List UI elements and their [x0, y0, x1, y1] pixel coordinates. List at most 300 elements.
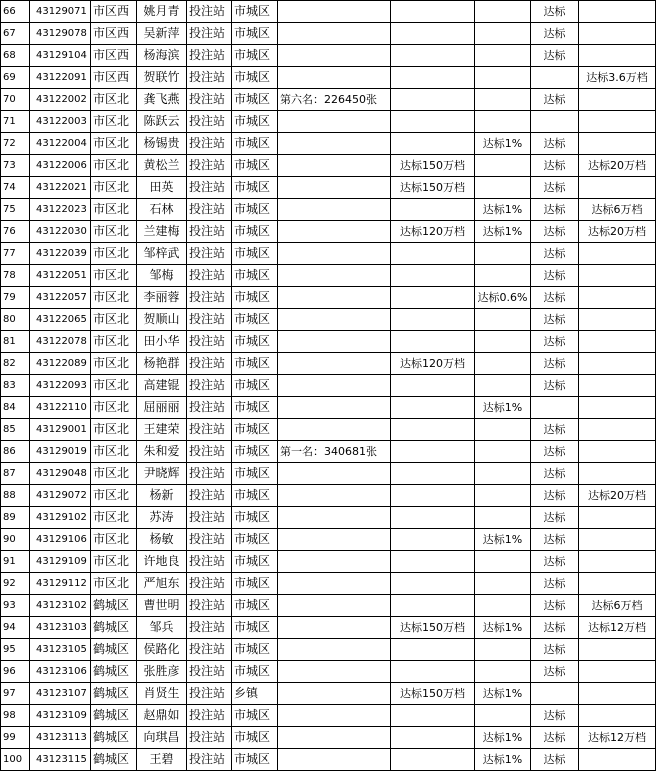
area-cell: 市城区: [232, 419, 278, 441]
type-cell: 投注站: [187, 727, 232, 749]
basic-target-cell: 达标: [531, 617, 579, 639]
table-row: [1, 683, 656, 705]
percent-target-cell: [475, 573, 531, 595]
table-row: [1, 221, 656, 243]
ranking-cell: [278, 287, 391, 309]
ranking-cell: [278, 309, 391, 331]
owner-name-cell: 贺联竹: [137, 67, 187, 89]
district-cell: 市区北: [91, 573, 137, 595]
tier-target-cell: [579, 573, 656, 595]
district-cell: 市区北: [91, 111, 137, 133]
type-cell: 投注站: [187, 287, 232, 309]
owner-name-cell: 苏涛: [137, 507, 187, 529]
district-cell: 市区北: [91, 155, 137, 177]
table-row: [1, 485, 656, 507]
ranking-cell: [278, 243, 391, 265]
table-row: [1, 155, 656, 177]
table-row: [1, 111, 656, 133]
percent-target-cell: 达标1%: [475, 397, 531, 419]
district-cell: 市区北: [91, 419, 137, 441]
tier-target-cell: [579, 419, 656, 441]
percent-target-cell: [475, 485, 531, 507]
station-code-cell: 43129078: [30, 23, 91, 45]
station-code-cell: 43122091: [30, 67, 91, 89]
row-number-cell: 96: [1, 661, 30, 683]
owner-name-cell: 朱和爱: [137, 441, 187, 463]
owner-name-cell: 黄松兰: [137, 155, 187, 177]
ranking-cell: [278, 177, 391, 199]
table-row: [1, 287, 656, 309]
area-cell: 市城区: [232, 353, 278, 375]
row-number-cell: 90: [1, 529, 30, 551]
tier-target-cell: [579, 551, 656, 573]
basic-target-cell: 达标: [531, 375, 579, 397]
tier-target-cell: [579, 463, 656, 485]
percent-target-cell: [475, 595, 531, 617]
percent-target-cell: 达标1%: [475, 529, 531, 551]
station-code-cell: 43122051: [30, 265, 91, 287]
tier-target-cell: 达标12万档: [579, 617, 656, 639]
ranking-cell: [278, 133, 391, 155]
ranking-cell: [278, 573, 391, 595]
table-row: [1, 529, 656, 551]
table-row: [1, 1, 656, 23]
type-cell: 投注站: [187, 595, 232, 617]
ranking-cell: [278, 661, 391, 683]
station-code-cell: 43122057: [30, 287, 91, 309]
basic-target-cell: 达标: [531, 221, 579, 243]
basic-target-cell: 达标: [531, 507, 579, 529]
ranking-cell: [278, 23, 391, 45]
type-cell: 投注站: [187, 463, 232, 485]
type-cell: 投注站: [187, 177, 232, 199]
type-cell: 投注站: [187, 67, 232, 89]
row-number-cell: 67: [1, 23, 30, 45]
tier-target-cell: [579, 287, 656, 309]
basic-target-cell: [531, 111, 579, 133]
area-cell: 市城区: [232, 309, 278, 331]
type-cell: 投注站: [187, 111, 232, 133]
basic-target-cell: 达标: [531, 45, 579, 67]
row-number-cell: 68: [1, 45, 30, 67]
basic-target-cell: 达标: [531, 199, 579, 221]
row-number-cell: 88: [1, 485, 30, 507]
station-code-cell: 43129112: [30, 573, 91, 595]
tier-target-cell: 达标3.6万档: [579, 67, 656, 89]
percent-target-cell: [475, 89, 531, 111]
tier-target-cell: [579, 375, 656, 397]
row-number-cell: 75: [1, 199, 30, 221]
area-cell: 市城区: [232, 177, 278, 199]
district-cell: 市区北: [91, 133, 137, 155]
percent-target-cell: [475, 441, 531, 463]
table-row: [1, 89, 656, 111]
type-cell: 投注站: [187, 507, 232, 529]
station-code-cell: 43129019: [30, 441, 91, 463]
type-cell: 投注站: [187, 529, 232, 551]
table-row: [1, 749, 656, 771]
type-cell: 投注站: [187, 221, 232, 243]
basic-target-cell: 达标: [531, 463, 579, 485]
basic-target-cell: 达标: [531, 133, 579, 155]
area-cell: 市城区: [232, 243, 278, 265]
owner-name-cell: 尹晓辉: [137, 463, 187, 485]
sales-target-cell: [391, 331, 475, 353]
basic-target-cell: 达标: [531, 595, 579, 617]
percent-target-cell: 达标1%: [475, 617, 531, 639]
area-cell: 市城区: [232, 727, 278, 749]
table-row: [1, 463, 656, 485]
type-cell: 投注站: [187, 485, 232, 507]
table-row: [1, 375, 656, 397]
area-cell: 市城区: [232, 133, 278, 155]
owner-name-cell: 邹梓武: [137, 243, 187, 265]
area-cell: 市城区: [232, 1, 278, 23]
area-cell: 市城区: [232, 199, 278, 221]
type-cell: 投注站: [187, 353, 232, 375]
table-row: [1, 573, 656, 595]
sales-target-cell: [391, 397, 475, 419]
row-number-cell: 93: [1, 595, 30, 617]
type-cell: 投注站: [187, 1, 232, 23]
percent-target-cell: [475, 551, 531, 573]
row-number-cell: 82: [1, 353, 30, 375]
tier-target-cell: 达标6万档: [579, 595, 656, 617]
district-cell: 鹤城区: [91, 727, 137, 749]
table-row: [1, 727, 656, 749]
station-code-cell: 43122003: [30, 111, 91, 133]
table-row: [1, 199, 656, 221]
station-code-cell: 43122006: [30, 155, 91, 177]
station-code-cell: 43129106: [30, 529, 91, 551]
station-code-cell: 43129109: [30, 551, 91, 573]
row-number-cell: 80: [1, 309, 30, 331]
basic-target-cell: 达标: [531, 705, 579, 727]
table-row: [1, 397, 656, 419]
table-row: [1, 243, 656, 265]
ranking-cell: 第一名：340681张: [278, 441, 391, 463]
percent-target-cell: [475, 111, 531, 133]
owner-name-cell: 屈丽丽: [137, 397, 187, 419]
type-cell: 投注站: [187, 705, 232, 727]
table-row: [1, 309, 656, 331]
owner-name-cell: 邹兵: [137, 617, 187, 639]
area-cell: 市城区: [232, 67, 278, 89]
ranking-cell: [278, 199, 391, 221]
station-code-cell: 43123107: [30, 683, 91, 705]
table-row: [1, 441, 656, 463]
sales-target-cell: [391, 1, 475, 23]
ranking-cell: [278, 331, 391, 353]
table-row: [1, 507, 656, 529]
row-number-cell: 91: [1, 551, 30, 573]
table-row: [1, 661, 656, 683]
basic-target-cell: 达标: [531, 23, 579, 45]
basic-target-cell: 达标: [531, 1, 579, 23]
sales-target-cell: [391, 639, 475, 661]
area-cell: 市城区: [232, 221, 278, 243]
district-cell: 市区北: [91, 529, 137, 551]
basic-target-cell: 达标: [531, 529, 579, 551]
district-cell: 市区西: [91, 23, 137, 45]
type-cell: 投注站: [187, 45, 232, 67]
row-number-cell: 95: [1, 639, 30, 661]
row-number-cell: 71: [1, 111, 30, 133]
area-cell: 市城区: [232, 551, 278, 573]
sales-target-cell: [391, 573, 475, 595]
tier-target-cell: [579, 397, 656, 419]
row-number-cell: 73: [1, 155, 30, 177]
owner-name-cell: 王建荣: [137, 419, 187, 441]
type-cell: 投注站: [187, 309, 232, 331]
tier-target-cell: [579, 243, 656, 265]
owner-name-cell: 许地良: [137, 551, 187, 573]
sales-target-cell: [391, 45, 475, 67]
tier-target-cell: [579, 749, 656, 771]
table-row: [1, 45, 656, 67]
table-row: [1, 331, 656, 353]
type-cell: 投注站: [187, 441, 232, 463]
district-cell: 市区北: [91, 463, 137, 485]
station-code-cell: 43129071: [30, 1, 91, 23]
ranking-cell: [278, 485, 391, 507]
district-cell: 市区北: [91, 397, 137, 419]
type-cell: 投注站: [187, 265, 232, 287]
sales-target-cell: [391, 507, 475, 529]
station-code-cell: 43123103: [30, 617, 91, 639]
sales-target-cell: [391, 133, 475, 155]
sales-target-cell: 达标120万档: [391, 221, 475, 243]
sales-target-cell: [391, 661, 475, 683]
percent-target-cell: [475, 1, 531, 23]
table-row: [1, 265, 656, 287]
district-cell: 鹤城区: [91, 639, 137, 661]
type-cell: 投注站: [187, 155, 232, 177]
type-cell: 投注站: [187, 617, 232, 639]
tier-target-cell: [579, 265, 656, 287]
station-code-cell: 43122002: [30, 89, 91, 111]
area-cell: 市城区: [232, 441, 278, 463]
station-code-cell: 43129104: [30, 45, 91, 67]
station-code-cell: 43122039: [30, 243, 91, 265]
ranking-cell: [278, 463, 391, 485]
tier-target-cell: [579, 331, 656, 353]
sales-target-cell: [391, 67, 475, 89]
table-row: [1, 617, 656, 639]
ranking-cell: [278, 507, 391, 529]
district-cell: 市区北: [91, 485, 137, 507]
district-cell: 市区西: [91, 1, 137, 23]
sales-target-cell: [391, 89, 475, 111]
tier-target-cell: [579, 1, 656, 23]
row-number-cell: 85: [1, 419, 30, 441]
ranking-cell: [278, 705, 391, 727]
basic-target-cell: 达标: [531, 441, 579, 463]
row-number-cell: 72: [1, 133, 30, 155]
owner-name-cell: 杨艳群: [137, 353, 187, 375]
percent-target-cell: 达标1%: [475, 199, 531, 221]
ranking-cell: [278, 375, 391, 397]
table-row: [1, 353, 656, 375]
basic-target-cell: 达标: [531, 639, 579, 661]
table-row: [1, 419, 656, 441]
sales-target-cell: [391, 419, 475, 441]
row-number-cell: 83: [1, 375, 30, 397]
ranking-cell: [278, 1, 391, 23]
owner-name-cell: 吴新萍: [137, 23, 187, 45]
owner-name-cell: 贺顺山: [137, 309, 187, 331]
sales-target-cell: 达标150万档: [391, 155, 475, 177]
type-cell: 投注站: [187, 639, 232, 661]
ranking-cell: [278, 639, 391, 661]
sales-target-cell: [391, 727, 475, 749]
basic-target-cell: 达标: [531, 177, 579, 199]
sales-target-cell: [391, 243, 475, 265]
sales-target-cell: [391, 551, 475, 573]
basic-target-cell: [531, 67, 579, 89]
tier-target-cell: [579, 683, 656, 705]
owner-name-cell: 龚飞燕: [137, 89, 187, 111]
sales-target-cell: [391, 309, 475, 331]
owner-name-cell: 侯路化: [137, 639, 187, 661]
basic-target-cell: 达标: [531, 243, 579, 265]
owner-name-cell: 严旭东: [137, 573, 187, 595]
tier-target-cell: 达标12万档: [579, 727, 656, 749]
owner-name-cell: 姚月青: [137, 1, 187, 23]
station-code-cell: 43122004: [30, 133, 91, 155]
basic-target-cell: 达标: [531, 573, 579, 595]
tier-target-cell: 达标20万档: [579, 485, 656, 507]
area-cell: 市城区: [232, 155, 278, 177]
table-row: [1, 67, 656, 89]
type-cell: 投注站: [187, 375, 232, 397]
sales-target-cell: [391, 287, 475, 309]
district-cell: 鹤城区: [91, 683, 137, 705]
percent-target-cell: [475, 67, 531, 89]
district-cell: 市区北: [91, 221, 137, 243]
percent-target-cell: 达标1%: [475, 683, 531, 705]
percent-target-cell: [475, 331, 531, 353]
sales-target-cell: [391, 199, 475, 221]
percent-target-cell: [475, 705, 531, 727]
station-code-cell: 43129001: [30, 419, 91, 441]
percent-target-cell: [475, 375, 531, 397]
type-cell: 投注站: [187, 551, 232, 573]
ranking-cell: [278, 45, 391, 67]
area-cell: 市城区: [232, 507, 278, 529]
sales-target-cell: 达标150万档: [391, 683, 475, 705]
area-cell: 市城区: [232, 331, 278, 353]
ranking-cell: [278, 353, 391, 375]
tier-target-cell: [579, 639, 656, 661]
type-cell: 投注站: [187, 199, 232, 221]
owner-name-cell: 杨新: [137, 485, 187, 507]
tier-target-cell: [579, 507, 656, 529]
area-cell: 市城区: [232, 639, 278, 661]
sales-target-cell: [391, 705, 475, 727]
station-code-cell: 43122093: [30, 375, 91, 397]
tier-target-cell: [579, 353, 656, 375]
percent-target-cell: [475, 309, 531, 331]
type-cell: 投注站: [187, 331, 232, 353]
basic-target-cell: 达标: [531, 485, 579, 507]
owner-name-cell: 兰建梅: [137, 221, 187, 243]
row-number-cell: 89: [1, 507, 30, 529]
owner-name-cell: 石林: [137, 199, 187, 221]
type-cell: 投注站: [187, 749, 232, 771]
basic-target-cell: 达标: [531, 661, 579, 683]
percent-target-cell: 达标1%: [475, 133, 531, 155]
station-code-cell: 43129102: [30, 507, 91, 529]
owner-name-cell: 向琪昌: [137, 727, 187, 749]
district-cell: 市区北: [91, 375, 137, 397]
station-code-cell: 43122030: [30, 221, 91, 243]
ranking-cell: [278, 419, 391, 441]
row-number-cell: 74: [1, 177, 30, 199]
table-row: [1, 595, 656, 617]
basic-target-cell: 达标: [531, 309, 579, 331]
basic-target-cell: 达标: [531, 551, 579, 573]
tier-target-cell: 达标20万档: [579, 221, 656, 243]
percent-target-cell: [475, 639, 531, 661]
row-number-cell: 84: [1, 397, 30, 419]
percent-target-cell: [475, 353, 531, 375]
basic-target-cell: [531, 683, 579, 705]
row-number-cell: 81: [1, 331, 30, 353]
table-row: [1, 551, 656, 573]
row-number-cell: 87: [1, 463, 30, 485]
row-number-cell: 78: [1, 265, 30, 287]
station-code-cell: 43129072: [30, 485, 91, 507]
district-cell: 市区北: [91, 243, 137, 265]
tier-target-cell: 达标20万档: [579, 155, 656, 177]
ranking-cell: [278, 397, 391, 419]
basic-target-cell: 达标: [531, 155, 579, 177]
district-cell: 鹤城区: [91, 749, 137, 771]
tier-target-cell: [579, 529, 656, 551]
tier-target-cell: 达标6万档: [579, 199, 656, 221]
basic-target-cell: 达标: [531, 265, 579, 287]
sales-target-cell: [391, 23, 475, 45]
district-cell: 市区西: [91, 67, 137, 89]
station-code-cell: 43122021: [30, 177, 91, 199]
owner-name-cell: 杨锡贵: [137, 133, 187, 155]
ranking-cell: [278, 595, 391, 617]
sales-target-cell: [391, 595, 475, 617]
type-cell: 投注站: [187, 661, 232, 683]
row-number-cell: 69: [1, 67, 30, 89]
basic-target-cell: 达标: [531, 419, 579, 441]
percent-target-cell: [475, 661, 531, 683]
percent-target-cell: [475, 419, 531, 441]
sales-target-cell: [391, 111, 475, 133]
area-cell: 市城区: [232, 529, 278, 551]
area-cell: 市城区: [232, 111, 278, 133]
station-code-cell: 43123102: [30, 595, 91, 617]
sales-target-cell: [391, 375, 475, 397]
owner-name-cell: 赵鼎如: [137, 705, 187, 727]
percent-target-cell: [475, 507, 531, 529]
area-cell: 市城区: [232, 23, 278, 45]
district-cell: 鹤城区: [91, 705, 137, 727]
station-code-cell: 43122023: [30, 199, 91, 221]
area-cell: 市城区: [232, 287, 278, 309]
station-code-cell: 43123115: [30, 749, 91, 771]
percent-target-cell: 达标1%: [475, 727, 531, 749]
district-cell: 市区北: [91, 331, 137, 353]
area-cell: 市城区: [232, 265, 278, 287]
table-row: [1, 177, 656, 199]
